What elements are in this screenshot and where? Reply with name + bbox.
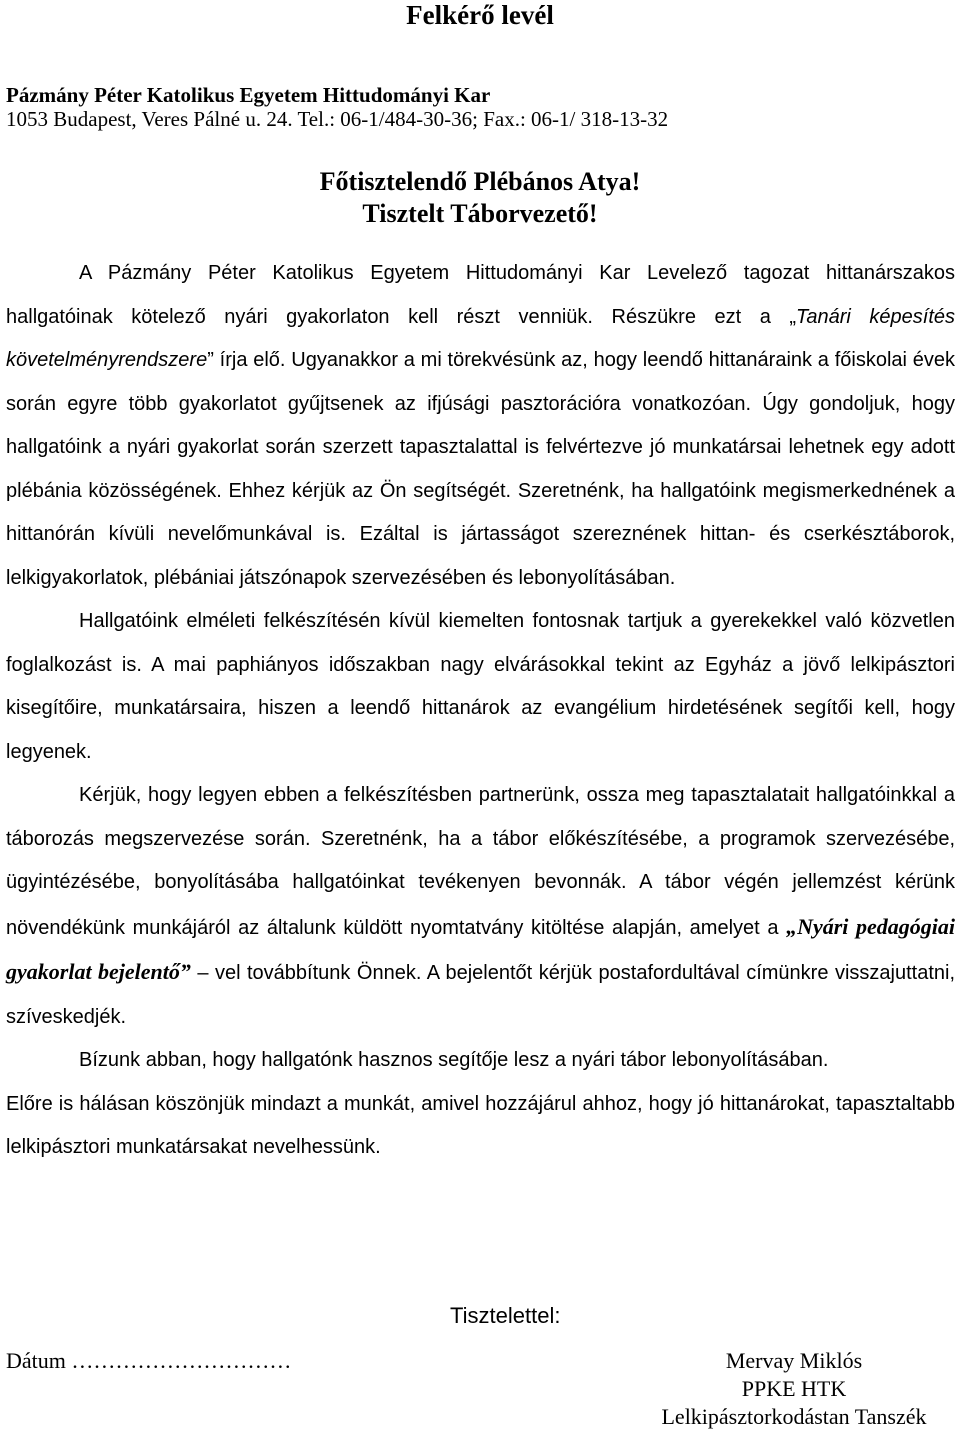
signature-name: Mervay Miklós — [725, 1348, 863, 1373]
paragraph-3-text-a: Kérjük, hogy legyen ebben a felkészítésben partnerünk, ossza meg tapasztalatait hallgatóinkkal a táborozás megszervezése során. Szeretnénk, ha a tábor előkészítésébe, a programok szervezésébe, ügyintézésébe, bonyolításába hallgatóinkat tevékenyen bevonnák. A tábor végén jellemzést kérünk növendékünk munkájáról az általunk küldött nyomtatvány kitöltése alapján, amelyet a — [6, 784, 955, 939]
paragraph-2: Hallgatóink elméleti felkészítésén kívül kiemelten fontosnak tartjuk a gyerekekkel való közvetlen foglalkozást is. A mai paphiányos időszakban nagy elvárásokkal tekint az Egyház a jövő lelkipásztori kisegítőire, munkatársaira, hiszen a leendő hittanárok az evangélium hirdetésének segítői kell, hogy legyenek. — [6, 610, 955, 763]
letter-title: Felkérő levél — [406, 0, 554, 30]
letter-body — [6, 252, 955, 1170]
institution-address: 1053 Budapest, Veres Pálné u. 24. Tel.: 06-1/484-30-36; Fax.: 06-1/ 318-13-32 — [6, 107, 669, 131]
paragraph-3 — [6, 774, 955, 1039]
signature-dept: Lelkipásztorkodástan Tanszék — [661, 1404, 927, 1429]
paragraph-1-italic: Tanári képesítés követelményrendszere — [6, 305, 955, 371]
paragraph-1-text-b: ” írja elő. Ugyanakkor a mi törekvésünk az, hogy leendő hittanáraink a főiskolai évek során egyre több gyakorlatot gyűjtsenek az ifjúsági pasztorációra vonatkozóan. Úgy gondoljuk, hogy hallgatóink a nyári gyakorlat során szerzett tapasztalattal is felvértezve jó munkatársai lehetnek egy adott plébánia közösségének. Ehhez kérjük az Ön segítségét. Szeretnénk, ha hallgatóink megismerkednének a hittanórán kívüli nevelőmunkával is. Ezáltal is jártasságot szereznének hittan- és cserkésztáborok, lelkigyakorlatok, plébániai játszónapok szervezésében és lebonyolításában. — [6, 349, 955, 589]
institution-name: Pázmány Péter Katolikus Egyetem Hittudományi Kar — [6, 83, 491, 107]
salutation-line-2: Tisztelt Táborvezető! — [362, 199, 598, 228]
paragraph-1 — [6, 252, 955, 600]
paragraph-1-text-a: A Pázmány Péter Katolikus Egyetem Hittudományi Kar Levelező tagozat hittanárszakos hallgatóinak kötelező nyári gyakorlaton kell részt venniük. Részükre ezt a „ — [6, 262, 955, 328]
signature-org: PPKE HTK — [741, 1376, 847, 1401]
signature-block — [634, 1347, 954, 1431]
paragraph-3-form-title: „Nyári pedagógiai gyakorlat bejelentő” — [6, 913, 955, 984]
salutation-line-1: Főtisztelendő Plébános Atya! — [319, 167, 641, 196]
paragraph-4: Bízunk abban, hogy hallgatónk hasznos segítője lesz a nyári tábor lebonyolításában. — [79, 1049, 829, 1071]
paragraph-3-text-b: – vel továbbítunk Önnek. A bejelentőt kérjük postafordultával címünkre visszajuttatni, szíveskedjék. — [6, 962, 955, 1028]
closing: Tisztelettel: — [450, 1303, 561, 1328]
paragraph-5: Előre is hálásan köszönjük mindazt a munkát, amivel hozzájárul ahhoz, hogy jó hittanárokat, tapasztaltabb lelkipásztori munkatársakat nevelhessünk. — [6, 1092, 955, 1158]
salutation — [0, 166, 960, 230]
date-line: Dátum ………………………… — [6, 1348, 292, 1373]
